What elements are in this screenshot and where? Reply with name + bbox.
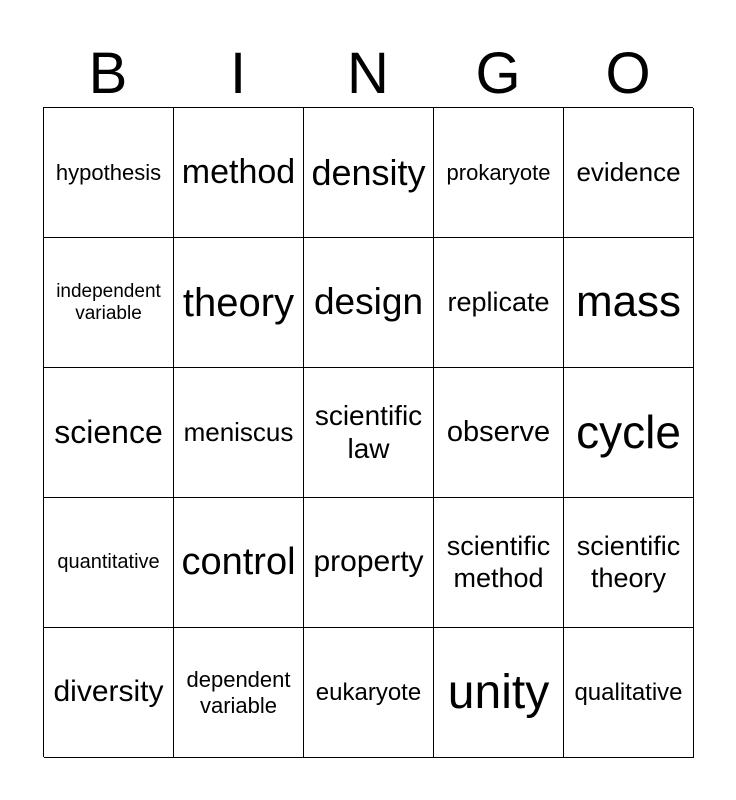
bingo-header: [43, 42, 693, 106]
bingo-cell: [44, 628, 174, 758]
cell-label: property: [313, 545, 424, 579]
cell-label: control: [181, 540, 296, 583]
cell-label: science: [54, 414, 163, 451]
header-letter-n: N: [347, 41, 389, 106]
bingo-cell: [564, 108, 694, 238]
cell-label: cycle: [576, 406, 681, 459]
bingo-board: [43, 107, 693, 757]
bingo-cell: [44, 108, 174, 238]
bingo-cell: [304, 368, 434, 498]
cell-label: qualitative: [574, 678, 683, 706]
cell-label: independent variable: [56, 280, 161, 324]
cell-label: dependent variable: [186, 667, 291, 718]
cell-label: diversity: [53, 675, 164, 709]
bingo-cell: [434, 368, 564, 498]
bingo-cell: [174, 368, 304, 498]
cell-label: design: [313, 281, 424, 323]
bingo-cell: [174, 498, 304, 628]
cell-label: theory: [182, 280, 295, 325]
bingo-cell: [174, 108, 304, 238]
cell-label: scientific law: [314, 400, 423, 464]
bingo-cell: [434, 498, 564, 628]
cell-label: scientific method: [446, 531, 551, 593]
cell-label: observe: [446, 415, 551, 448]
cell-label: method: [181, 152, 296, 191]
bingo-cell: [434, 108, 564, 238]
header-letter-g: G: [475, 41, 521, 106]
bingo-cell: [304, 238, 434, 368]
cell-label: meniscus: [183, 416, 294, 447]
bingo-cell: [174, 628, 304, 758]
cell-label: scientific theory: [576, 531, 681, 593]
bingo-cell: [304, 628, 434, 758]
bingo-cell: [304, 498, 434, 628]
cell-label: quantitative: [57, 551, 160, 573]
cell-label: density: [311, 151, 426, 193]
bingo-cell: [44, 368, 174, 498]
cell-label: hypothesis: [55, 159, 162, 185]
bingo-cell: [304, 108, 434, 238]
bingo-cell: [564, 368, 694, 498]
bingo-cell: [564, 238, 694, 368]
bingo-cell: [564, 498, 694, 628]
header-letter-o: O: [605, 41, 651, 106]
bingo-cell: [174, 238, 304, 368]
cell-label: replicate: [447, 286, 550, 317]
bingo-cell: [564, 628, 694, 758]
cell-label: evidence: [576, 156, 681, 187]
cell-label: prokaryote: [446, 159, 551, 185]
bingo-cell: [44, 238, 174, 368]
cell-label: eukaryote: [315, 678, 422, 706]
cell-label: unity: [447, 665, 550, 719]
bingo-cell: [44, 498, 174, 628]
header-letter-i: I: [229, 41, 247, 106]
cell-label: mass: [575, 277, 682, 327]
bingo-cell: [434, 628, 564, 758]
header-letter-b: B: [88, 41, 128, 106]
bingo-cell: [434, 238, 564, 368]
